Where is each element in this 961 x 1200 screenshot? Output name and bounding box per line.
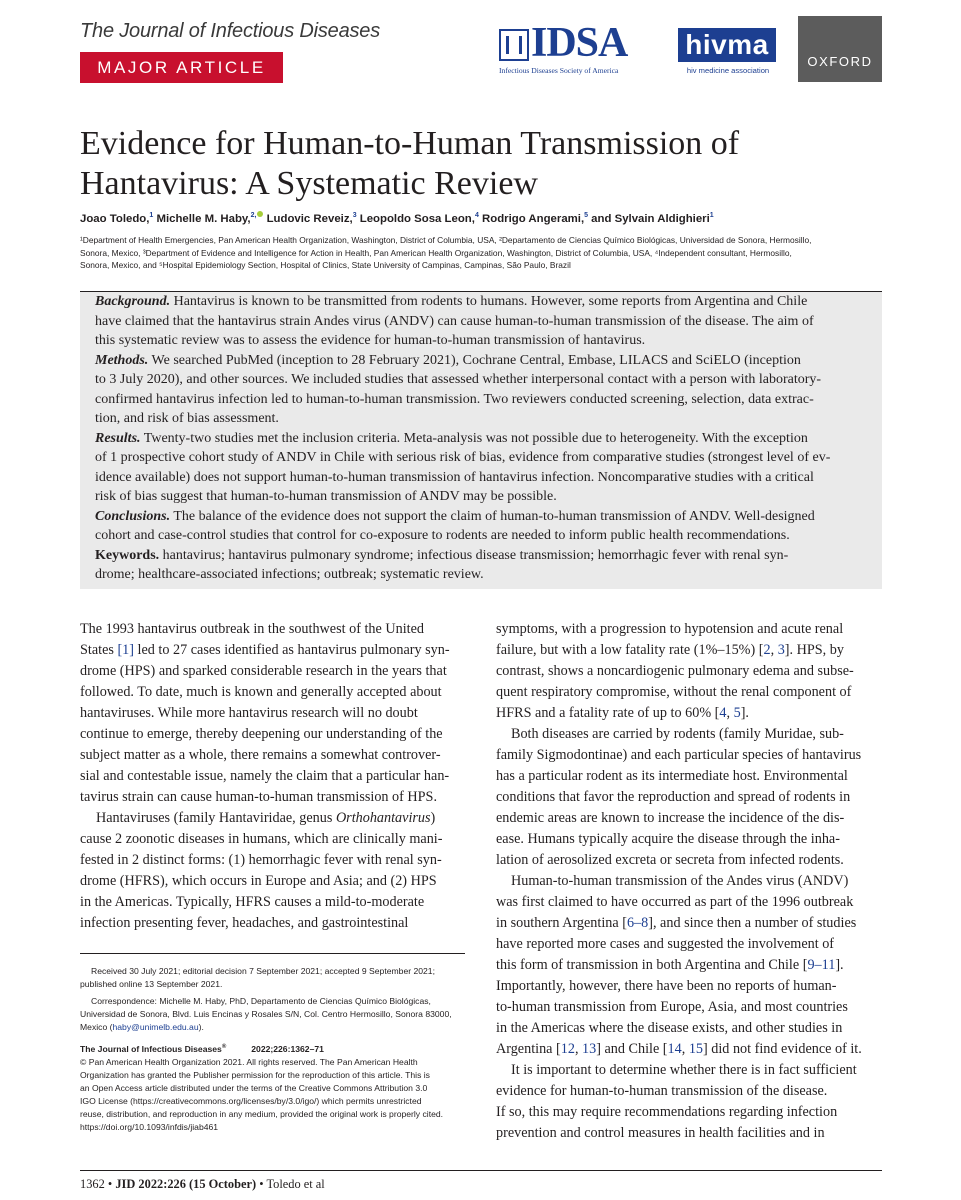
body-text: Argentina [ [496,1041,561,1057]
idsa-logo[interactable] [499,20,641,78]
body-text: ] did not find evidence of it. [703,1041,862,1057]
body-text: , [681,1041,689,1057]
body-line [496,1039,862,1060]
body-line: symptoms, with a progression to hypotension and acute renal [496,621,844,637]
body-line: fested in 2 distinct forms: (1) hemorrhagic fever with renal syn- [80,852,442,868]
idsa-tagline: Infectious Diseases Society of America [499,66,619,75]
body-text: led to 27 cases identified as hantavirus pulmonary syn- [133,642,450,658]
abstract-line: risk of bias suggest that human-to-human transmission of ANDV may be possible. [95,489,557,504]
abstract-heading-methods: Methods. [95,352,149,368]
body-line: Human-to-human transmission of the Andes virus (ANDV) [511,873,849,889]
affiliation-line: Sonora, Mexico, and ⁵Hospital Epidemiology Section, Hospital of Clinics, State University of Campinas, Campinas, São Paulo, Brazil [80,260,571,271]
body-line: ease. Humans typically acquire the disease through the inha- [496,831,840,847]
body-line: to-human transmission from Europe, Asia, and most countries [496,999,848,1015]
reference-link[interactable]: 9–11 [807,957,836,973]
body-text: ], and since then a number of studies [648,915,857,931]
footnote-line: reuse, distribution, and reproduction in any medium, provided the original work is properly cited. [80,1109,444,1119]
journal-name: The Journal of Infectious Diseases [80,20,381,42]
correspondence-email-link[interactable]: haby@unimelb.edu.au [112,1022,199,1032]
registered-mark: ® [221,1044,227,1050]
page-footer-divider [80,1170,882,1171]
body-text: , [726,705,734,721]
footnote-text: Mexico ( [80,1022,113,1032]
author-name[interactable]: Rodrigo Angerami, [478,212,585,225]
running-authors: Toledo et al [266,1177,325,1191]
body-text: States [80,642,118,658]
body-line [496,640,844,661]
abstract-text: hantavirus; hantavirus pulmonary syndrome; infectious disease transmission; hemorrhagic fever with renal syn- [159,547,789,563]
idsa-emblem-icon [499,29,529,61]
idsa-wordmark: IDSA [531,20,628,66]
reference-link[interactable]: 3 [777,642,785,658]
journal-abbrev: JID [115,1177,136,1191]
journal-citation-volume: 2022;226:1362–71 [251,1043,324,1054]
body-line: evidence for human-to-human transmission of the disease. [496,1083,828,1099]
footnote-divider [80,953,465,954]
author-affiliation-mark: 4 [474,212,479,219]
footnote-line: Received 30 July 2021; editorial decision 7 September 2021; accepted 9 September 2021; [91,966,435,976]
body-text: , [770,642,778,658]
page-number: 1362 [80,1177,105,1191]
author-name[interactable]: Joao Toledo, [80,212,150,225]
body-line: The 1993 hantavirus outbreak in the southwest of the United [80,621,424,637]
body-text: ]. [740,705,749,721]
body-line: followed. To date, much is known and generally accepted about [80,684,442,700]
affiliation-line: Sonora, Mexico, ³Department of Evidence and Intelligence for Action in Health, Pan American Health Organization, Washington, District of Columbia, USA, ⁴Independent consultant, Hermosillo, [80,247,792,258]
body-line: have reported more cases and suggested the involvement of [496,936,835,952]
body-line [496,955,844,976]
abstract-line [95,429,808,449]
author-affiliation-mark: 5 [584,212,589,219]
footnote-text: ). [198,1022,204,1032]
abstract-line: drome; healthcare-associated infections; outbreak; systematic review. [95,567,484,582]
reference-link[interactable]: 5 [733,705,741,721]
reference-link[interactable]: 6–8 [626,915,649,931]
abstract-line: cohort and case-control studies that control for co-exposure to rodents are needed to inform public health recommendations. [95,528,790,543]
author-name[interactable]: and Sylvain Aldighieri [588,212,710,225]
abstract-line [95,507,815,527]
footnote-line: Correspondence: Michelle M. Haby, PhD, Departamento de Ciencias Químico Biológicas, [91,996,431,1006]
body-text: ) [430,810,436,826]
body-line: drome (HFRS), which occurs in Europe and Asia; and (2) HPS [80,873,437,889]
abstract-text: We searched PubMed (inception to 28 February 2021), Cochrane Central, Embase, LILACS and SciELO (inception [148,352,801,368]
body-line: contrast, shows a noncardiogenic pulmonary edema and subse- [496,663,854,679]
article-type-banner: MAJOR ARTICLE [80,52,283,83]
body-text: failure, but with a low fatality rate (1%–15%) [ [496,642,764,658]
body-text: Hantaviruses (family Hantaviridae, genus [96,810,336,826]
journal-citation [80,1041,324,1055]
body-line: sial and contestable issue, namely the claim that a particular han- [80,768,450,784]
author-affiliation-mark: 1 [149,212,154,219]
body-line: cause 2 zoonotic diseases in humans, which are clinically mani- [80,831,443,847]
reference-link[interactable]: [1] [117,642,134,658]
abstract-line [95,351,801,371]
body-line: conditions that favor the reproduction and spread of rodents in [496,789,851,805]
reference-link[interactable]: 14 [667,1041,682,1057]
body-line: infection presenting fever, headaches, and gastrointestinal [80,915,409,931]
issue-info: 2022:226 (15 October) [138,1177,257,1191]
footnote-line: Organization has granted the Publisher permission for the reproduction of this article. This is [80,1070,430,1080]
abstract-heading-background: Background. [95,294,171,309]
body-line [496,913,856,934]
abstract-box [80,291,882,589]
abstract-heading-keywords: Keywords. [95,547,160,563]
body-line: in the Americas. Typically, HFRS causes a mild-to-moderate [80,894,425,910]
footnote-line [80,1021,204,1034]
body-text: HFRS and a fatality rate of up to 60% [ [496,705,720,721]
body-text: in southern Argentina [ [496,915,627,931]
reference-link[interactable]: 13 [582,1041,597,1057]
doi-link[interactable]: https://doi.org/10.1093/infdis/jiab461 [80,1122,219,1132]
body-line: continue to emerge, thereby deepening our understanding of the [80,726,443,742]
abstract-line: tion, and risk of bias assessment. [95,411,279,426]
body-line: It is important to determine whether there is in fact sufficient [511,1062,857,1078]
footnote-line: IGO License (https://creativecommons.org/licenses/by/3.0/igo/) which permits unrestricted [80,1096,422,1106]
affiliations [80,234,885,272]
affiliation-line: ¹Department of Health Emergencies, Pan American Health Organization, Washington, District of Columbia, USA, ²Departamento de Ciencias Químico Biológicas, Universidad de Sonora, Hermosillo, [80,235,812,245]
genus-name: Orthohantavirus [335,810,431,826]
body-line [496,703,749,724]
body-line: subject matter as a whole, there remains a somewhat controver- [80,747,441,763]
body-text: this form of transmission in both Argentina and Chile [ [496,957,808,973]
abstract-line: of 1 prospective cohort study of ANDV in Chile with serious risk of bias, evidence from comparative studies (strongest level of ev- [95,450,831,465]
author-affiliation-mark: 3 [352,212,357,219]
author-name[interactable]: Ludovic Reveiz, [263,212,353,225]
body-line: has a particular rodent as its intermediate host. Environmental [496,768,848,784]
hivma-logo[interactable] [678,26,778,78]
abstract-heading-results: Results. [95,430,141,446]
reference-link[interactable]: 15 [688,1041,703,1057]
body-line: prevention and control measures in health facilities and in [496,1125,825,1141]
footer-bullet: • [107,1177,113,1191]
abstract-text: The balance of the evidence does not support the claim of human-to-human transmission of ANDV. Well-designed [170,508,815,524]
body-line [80,640,450,661]
title-line: Hantavirus: A Systematic Review [80,165,538,202]
reference-link[interactable]: 12 [560,1041,575,1057]
body-line: family Sigmodontinae) and each particular species of hantavirus [496,747,862,763]
body-line: tavirus strain can cause human-to-human transmission of HPS. [80,789,437,805]
abstract-line: this systematic review was to assess the evidence for human-to-human transmission of hantavirus. [95,333,646,348]
abstract-line [95,546,788,566]
footnote-line: © Pan American Health Organization 2021. All rights reserved. The Pan American Health [80,1057,418,1067]
body-text: ]. HPS, by [784,642,844,658]
title-line: Evidence for Human-to-Human Transmission of [80,125,740,162]
hivma-tagline: hiv medicine association [686,66,770,75]
reference-link[interactable]: 2 [763,642,771,658]
body-line: was first claimed to have occurred as part of the 1996 outbreak [496,894,854,910]
abstract-line: have claimed that the hantavirus strain Andes virus (ANDV) can cause human-to-human transmission of the disease. The aim of [95,313,814,329]
abstract-line [95,292,807,312]
abstract-heading-conclusions: Conclusions. [95,508,171,524]
oxford-logo[interactable]: OXFORD [798,16,882,82]
footnote-line: Universidad de Sonora, Blvd. Luis Encinas y Rosales S/N, Col. Centro Hermosillo, Sonora 83000, [80,1009,452,1019]
body-line: Both diseases are carried by rodents (family Muridae, sub- [511,726,844,742]
body-line [96,808,435,829]
hivma-wordmark: hivma [678,28,776,62]
body-text: ] and Chile [ [596,1041,668,1057]
footer-bullet: • [259,1177,264,1191]
author-affiliation-mark: 1 [709,212,714,219]
page-footer [80,1177,325,1192]
abstract-text: Twenty-two studies met the inclusion criteria. Meta-analysis was not possible due to heterogeneity. With the exception [140,430,808,446]
journal-citation-name: The Journal of Infectious Diseases [80,1043,222,1054]
abstract-line: idence available) does not support human-to-human transmission of hantavirus infection. Noncomparative studies with a critical [95,469,814,485]
body-line: lation of aerosolized excreta or secreta from infected rodents. [496,852,844,868]
body-line: quent respiratory compromise, without the renal component of [496,684,852,700]
author-name[interactable]: Leopoldo Sosa Leon, [356,212,475,225]
author-name[interactable]: Michelle M. Haby, [153,212,251,225]
body-line: drome (HPS) and sparked considerable research in the years that [80,663,447,679]
body-line: hantaviruses. While more hantavirus research will no doubt [80,705,418,721]
body-line: endemic areas are known to increase the incidence of the dis- [496,810,845,826]
body-line: If so, this may require recommendations regarding infection [496,1104,838,1120]
abstract-line: to 3 July 2020), and other sources. We included studies that assessed whether interpersonal contact with a person with laboratory- [95,372,822,387]
abstract-text: Hantavirus is known to be transmitted from rodents to humans. However, some reports from Argentina and Chile [170,294,808,309]
author-affiliation-mark: 2, [250,212,257,219]
reference-link[interactable]: 4 [719,705,727,721]
footnote-line: an Open Access article distributed under the terms of the Creative Commons Attribution 3.0 [80,1083,428,1093]
article-title [80,124,860,204]
author-list [80,211,900,225]
body-line: Importantly, however, there have been no reports of human- [496,978,837,994]
body-text: , [574,1041,583,1057]
body-text: ]. [835,957,844,973]
footnote-line: published online 13 September 2021. [80,979,223,989]
body-line: in the Americas where the disease exists, and other studies in [496,1020,843,1036]
abstract-line: confirmed hantavirus infection led to human-to-human transmission. Two reviewers conducted screening, selection, data extrac- [95,391,814,407]
